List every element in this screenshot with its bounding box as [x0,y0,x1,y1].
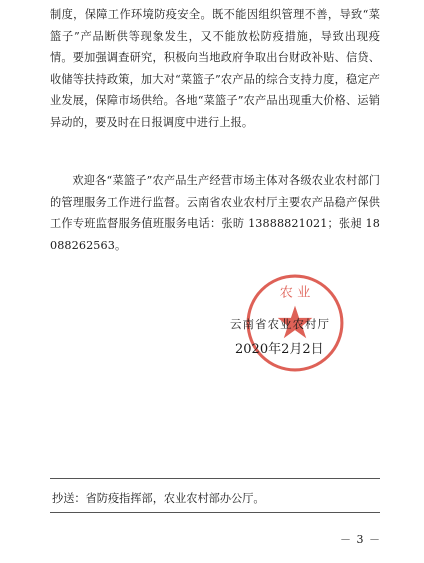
svg-text:农 业: 农 业 [279,285,311,301]
page-number: － 3 － [340,533,381,546]
cc-list: 抄送：省防疫指挥部，农业农村部办公厅。 [52,492,265,505]
divider-bottom [50,512,380,513]
signature-organization: 云南省农业农村厅 [230,317,330,331]
divider-top [50,478,380,479]
body-paragraph-2: 欢迎各“菜篮子”农产品生产经营市场主体对各级农业农村部门的管理服务工作进行监督。云南省农业农村厅主要农产品稳产保供工作专班监督服务值班服务电话：张昉 13888821021；张昶 18088262563。 [50,174,380,252]
signature-date: 2020年2月2日 [235,342,324,357]
body-paragraph-1: 制度，保障工作环境防疫安全。既不能因组织管理不善，导致“菜篮子”产品断供等现象发生，又不能放松防疫措施，导致出现疫情。要加强调查研究，积极向当地政府争取出台财政补贴、信贷、收储等扶持政策，加大对“菜篮子”农产品的综合支持力度，稳定产业发展，保障市场供给。各地“菜篮子”农产品出现重大价格、运销异动的，要及时在日报调度中进行上报。 [50,8,380,129]
